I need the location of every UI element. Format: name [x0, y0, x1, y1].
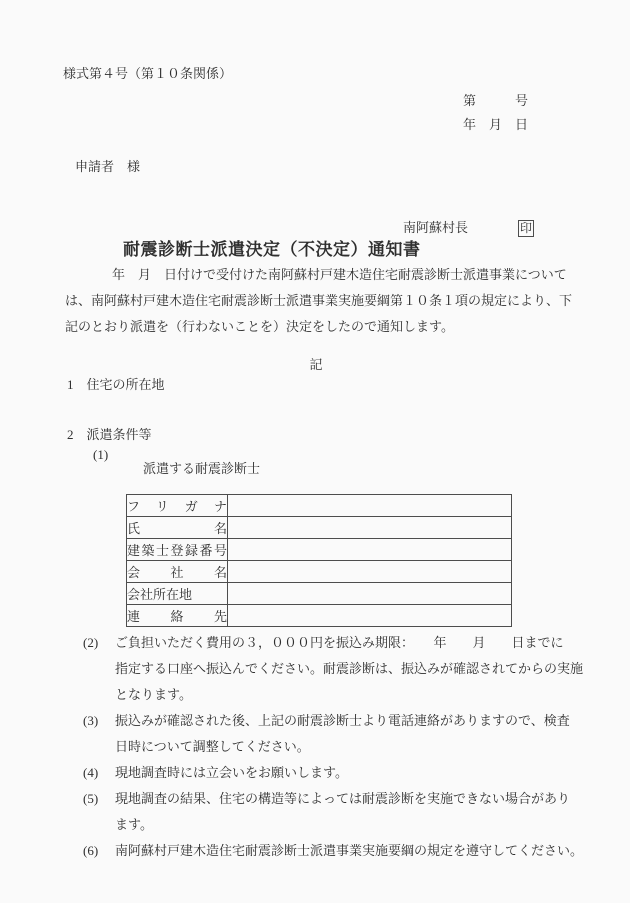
note-5-line: ます。 [115, 817, 153, 832]
row-label-company-address: 会社所在地 [127, 583, 228, 605]
note-2-number: (2) [83, 635, 99, 650]
row-value-company-address[interactable] [228, 583, 512, 605]
addressee: 申請者 様 [75, 159, 141, 174]
note-4-number: (4) [83, 765, 99, 780]
row-value-contact[interactable] [228, 605, 512, 627]
row-value-company[interactable] [228, 561, 512, 583]
table-row-license-number [127, 539, 512, 561]
note-item-6 [65, 838, 584, 864]
notes-list [65, 630, 584, 864]
document-number-line: 第 号 [463, 93, 529, 108]
note-item-5 [65, 786, 571, 838]
table-row-furigana [127, 495, 512, 517]
row-value-furigana[interactable] [228, 495, 512, 517]
diagnostician-table [126, 494, 512, 627]
issue-date-line: 年 月 日 [463, 117, 529, 132]
note-2-line: となります。 [115, 687, 192, 702]
section-2-heading: 2 派遣条件等 [67, 427, 152, 442]
paragraph-line: 記のとおり派遣を（行わないことを）決定をしたので通知します。 [65, 319, 454, 334]
section-1-heading: 1 住宅の所在地 [67, 377, 165, 392]
issuer-name: 南阿蘇村長 [403, 220, 469, 235]
row-label-company: 会社名 [127, 561, 228, 583]
row-label-contact: 連絡先 [127, 605, 228, 627]
subsection-1-number: (1) [93, 447, 109, 462]
note-5-line: 現地調査の結果、住宅の構造等によっては耐震診断を実施できない場合があり [115, 791, 571, 806]
subsection-1-heading [65, 448, 567, 490]
subsection-1-label: 派遣する耐震診断士 [143, 461, 261, 476]
row-label-license-number: 建築士登録番号 [127, 539, 228, 561]
body-paragraph [65, 262, 573, 340]
row-label-name: 氏名 [127, 517, 228, 539]
row-label-furigana: フリガナ [127, 495, 228, 517]
table-row-contact [127, 605, 512, 627]
ki-heading: 記 [309, 357, 323, 372]
note-6-line: 南阿蘇村戸建木造住宅耐震診断士派遣事業実施要綱の規定を遵守してください。 [115, 843, 584, 858]
table-row-company-address [127, 583, 512, 605]
row-value-license-number[interactable] [228, 539, 512, 561]
paragraph-line: 年 月 日付けで受付けた南阿蘇村戸建木造住宅耐震診断士派遣事業について [112, 267, 567, 282]
note-item-2 [65, 630, 584, 708]
form-number: 様式第４号（第１０条関係） [63, 66, 233, 81]
note-4-line: 現地調査時には立会いをお願いします。 [115, 765, 348, 780]
note-5-number: (5) [83, 791, 99, 806]
note-2-line: ご負担いただく費用の３，０００円を振込み期限： 年 月 日までに [115, 635, 564, 650]
note-item-3 [65, 708, 570, 760]
note-2-line: 指定する口座へ振込んでください。耐震診断は、振込みが確認されてからの実施 [115, 661, 584, 676]
paragraph-line: は、南阿蘇村戸建木造住宅耐震診断士派遣事業実施要綱第１０条１項の規定により、下 [65, 293, 573, 308]
table-row-name [127, 517, 512, 539]
issuer-line [390, 201, 567, 235]
row-value-name[interactable] [228, 517, 512, 539]
note-3-line: 振込みが確認された後、上記の耐震診断士より電話連絡がありますので、検査 [115, 713, 570, 728]
table-row-company [127, 561, 512, 583]
note-3-line: 日時について調整してください。 [115, 739, 310, 754]
document-title: 耐震診断士派遣決定（不決定）通知書 [123, 240, 421, 259]
seal-mark: 印 [520, 221, 533, 235]
note-6-number: (6) [83, 843, 99, 858]
note-item-4 [65, 760, 567, 786]
note-3-number: (3) [83, 713, 99, 728]
